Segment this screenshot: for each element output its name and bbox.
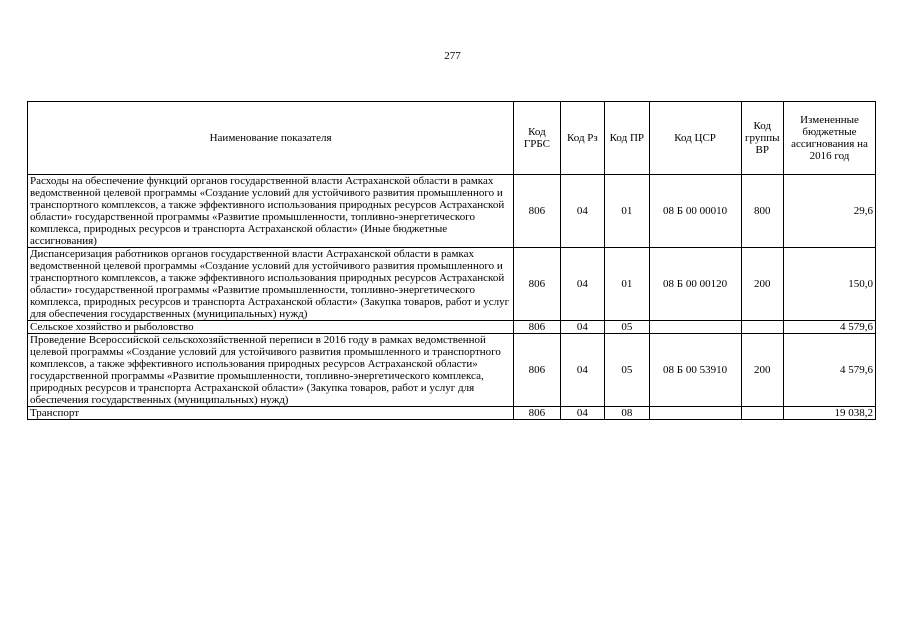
row-csr: 08 Б 00 00120 (649, 248, 741, 321)
header-pr: Код ПР (605, 102, 649, 175)
row-rz: 04 (560, 175, 604, 248)
row-vr: 800 (741, 175, 783, 248)
row-rz: 04 (560, 407, 604, 420)
row-pr: 08 (605, 407, 649, 420)
row-pr: 01 (605, 175, 649, 248)
row-rz: 04 (560, 321, 604, 334)
row-rz: 04 (560, 334, 604, 407)
row-sum: 19 038,2 (783, 407, 875, 420)
header-sum: Измененные бюджетные ассигнования на 2016 год (783, 102, 875, 175)
row-pr: 05 (605, 334, 649, 407)
row-csr: 08 Б 00 00010 (649, 175, 741, 248)
row-sum: 29,6 (783, 175, 875, 248)
budget-table (27, 101, 876, 420)
table-row (28, 248, 876, 321)
table-header-row (28, 102, 876, 175)
row-csr: 08 Б 00 53910 (649, 334, 741, 407)
table-row (28, 321, 876, 334)
row-vr: 200 (741, 248, 783, 321)
row-grbs: 806 (514, 175, 560, 248)
row-csr (649, 407, 741, 420)
header-grbs: Код ГРБС (514, 102, 560, 175)
row-csr (649, 321, 741, 334)
row-name: Проведение Всероссийской сельскохозяйственной переписи в 2016 году в рамках ведомственной целевой программы «Создание условий для устойчивого развития промышленного и транспортного комплексов, а также эффективного использования природных ресурсов Астраханской области» государственной программы «Развитие промышленности, топливно-энергетического комплекса, природных ресурсов и транспорта Астраханской области» (Закупка товаров, работ и услуг для обеспечения государственных (муниципальных) нужд) (28, 334, 514, 407)
header-vr: Код группы ВР (741, 102, 783, 175)
row-sum: 150,0 (783, 248, 875, 321)
row-pr: 05 (605, 321, 649, 334)
row-grbs: 806 (514, 248, 560, 321)
row-name: Транспорт (28, 407, 514, 420)
row-rz: 04 (560, 248, 604, 321)
row-grbs: 806 (514, 321, 560, 334)
row-sum: 4 579,6 (783, 334, 875, 407)
table-row (28, 334, 876, 407)
header-name: Наименование показателя (28, 102, 514, 175)
row-name: Сельское хозяйство и рыболовство (28, 321, 514, 334)
row-vr (741, 321, 783, 334)
table-row (28, 407, 876, 420)
row-vr: 200 (741, 334, 783, 407)
header-rz: Код Рз (560, 102, 604, 175)
row-name: Расходы на обеспечение функций органов государственной власти Астраханской области в рамках ведомственной целевой программы «Создание условий для устойчивого развития промышленного и транспортного комплексов, а также эффективного использования природных ресурсов Астраханской области» государственной программы «Развитие промышленности, топливно-энергетического комплекса, природных ресурсов и транспорта Астраханской области» (Иные бюджетные ассигнования) (28, 175, 514, 248)
table-row (28, 175, 876, 248)
row-name: Диспансеризация работников органов государственной власти Астраханской области в рамках ведомственной целевой программы «Создание условий для устойчивого развития промышленного и транспортного комплексов, а также эффективного использования природных ресурсов Астраханской области» государственной программы «Развитие промышленности, топливно-энергетического комплекса, природных ресурсов и транспорта Астраханской области» (Закупка товаров, работ и услуг для обеспечения государственных (муниципальных) нужд) (28, 248, 514, 321)
row-grbs: 806 (514, 407, 560, 420)
page-number: 277 (444, 50, 461, 62)
header-csr: Код ЦСР (649, 102, 741, 175)
row-sum: 4 579,6 (783, 321, 875, 334)
row-pr: 01 (605, 248, 649, 321)
row-grbs: 806 (514, 334, 560, 407)
row-vr (741, 407, 783, 420)
